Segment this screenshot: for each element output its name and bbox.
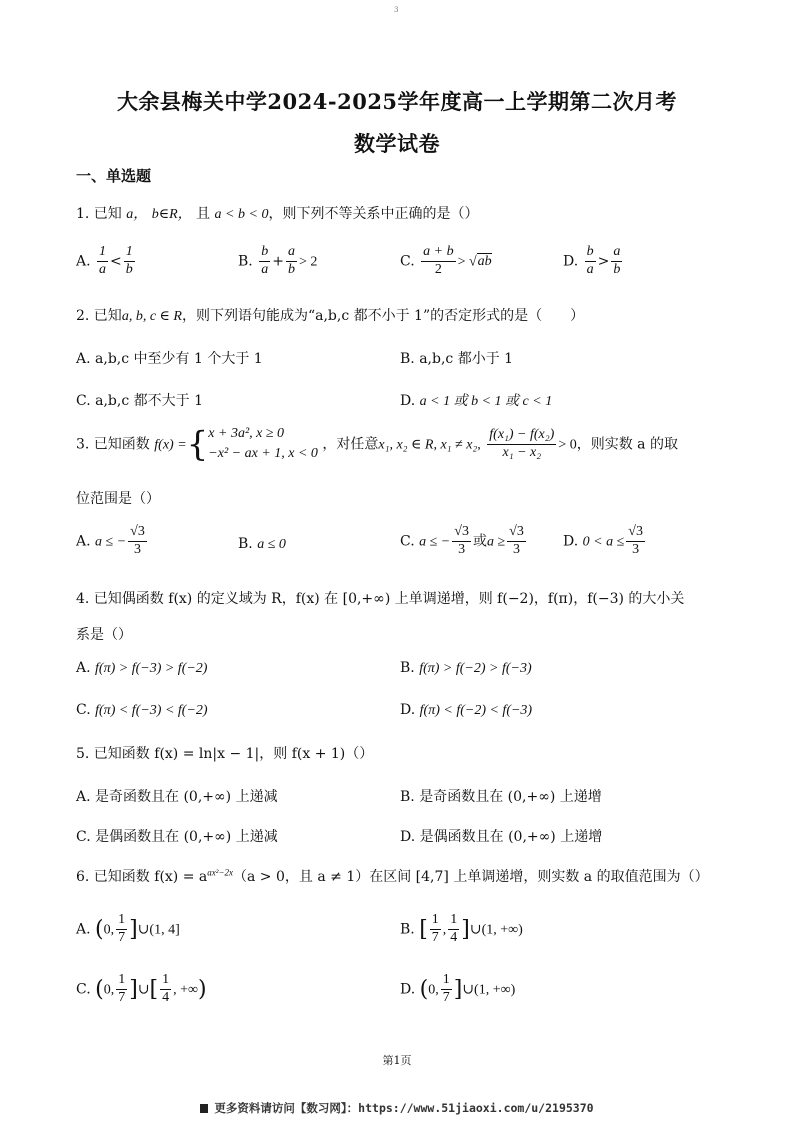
question-4-line2: 系是（）	[76, 627, 132, 643]
q1-option-d: D. $\frac{b}{a}$ > $\frac{a}{b}$	[563, 244, 621, 277]
question-3-line2: 位范围是（）	[76, 491, 160, 507]
page-mark: 3	[394, 6, 399, 14]
q3-option-b: B. a ≤ 0	[238, 536, 286, 552]
q5-option-c: C. 是偶函数且在 (0,+∞) 上递减	[76, 829, 278, 845]
q2-option-d: D. a < 1 或 b < 1 或 c < 1	[400, 393, 553, 409]
question-1: 1. 已知 a， b∈R， 且 a < b < 0，则下列不等关系中正确的是（）	[76, 206, 479, 222]
question-6: 6. 已知函数 $f(x) = a^{ax^2-2x}(a > 0$，且 a ≠ 1）在区间 [4,7] 上单调递增，则实数 a 的取值范围为（）	[76, 867, 709, 885]
q4-option-a: A. f(π) > f(−3) > f(−2)	[76, 660, 208, 676]
q1-option-b: B. $\frac{b}{a}$ + $\frac{a}{b}$ > 2	[238, 244, 318, 277]
q1-option-a: A. $\frac{1}{a}$ < $\frac{1}{b}$	[76, 244, 133, 277]
q2-option-a: A. a,b,c 中至少有 1 个大于 1	[76, 351, 263, 367]
q4-option-c: C. f(π) < f(−3) < f(−2)	[76, 702, 208, 718]
q2-option-b: B. a,b,c 都小于 1	[400, 351, 514, 367]
q5-option-a: A. 是奇函数且在 (0,+∞) 上递减	[76, 789, 278, 805]
q5-option-d: D. 是偶函数且在 (0,+∞) 上递增	[400, 829, 603, 845]
question-3: 3. 已知函数 f(x) ={x + 3a², x ≥ 0 −x² − ax + 1, x < 0 ，对任意x₁, x₂ ∈ R, x₁ ≠ x₂, $\frac{\text{f(x₁) − f(x₂)}}{\text{x₁ − x₂}}$ > 0，则实数 a 的取	[76, 424, 678, 465]
question-4: 4. 已知偶函数 f(x) 的定义域为 R，f(x) 在 [0,+∞) 上单调递增，则 f(−2)，f(π)，f(−3) 的大小关	[76, 591, 685, 607]
q6-option-a: A. (0, $\frac{1}{7}$ ]∪(1, 4]	[76, 912, 180, 945]
q2-option-c: C. a,b,c 都不大于 1	[76, 393, 203, 409]
page-number: 第1页	[382, 1054, 412, 1067]
q6-option-b: B. [ $\frac{1}{7}$ , $\frac{1}{4}$ ]∪(1, +∞)	[400, 912, 523, 945]
question-5: 5. 已知函数 f(x) = ln|x − 1|，则 f(x + 1)（）	[76, 746, 374, 762]
q3-option-c: C. a ≤ − $\frac{√3}{3}$ 或a ≥ $\frac{√3}{3}$	[400, 524, 524, 557]
q6-option-d: D. (0, $\frac{1}{7}$ ]∪(1, +∞)	[400, 972, 516, 1005]
exam-subtitle: 数学试卷	[354, 131, 440, 156]
q3-option-a: A. a ≤ − $\frac{√3}{3}$	[76, 524, 145, 557]
exam-title: 大余县梅关中学2024-2025学年度高一上学期第二次月考	[116, 89, 678, 114]
q5-option-b: B. 是奇函数且在 (0,+∞) 上递增	[400, 789, 602, 805]
q4-option-d: D. f(π) < f(−2) < f(−3)	[400, 702, 533, 718]
q4-option-b: B. f(π) > f(−2) > f(−3)	[400, 660, 532, 676]
q6-option-c: C. (0, $\frac{1}{7}$ ]∪[ $\frac{1}{4}$ , +∞)	[76, 972, 207, 1005]
q1-option-c: C. $\frac{a + b}{2}$ > √ab	[400, 244, 492, 277]
q3-option-d: D. 0 < a ≤ $\frac{√3}{3}$	[563, 524, 643, 557]
question-2: 2. 已知a, b, c ∈ R，则下列语句能成为“a,b,c 都不小于 1”的否定形式的是（ ）	[76, 308, 585, 324]
promo-text: 更多资料请访问【数习网】：https://www.51jiaoxi.com/u/2195370	[214, 1101, 594, 1115]
flag-icon	[200, 1104, 208, 1113]
section-heading: 一、单选题	[76, 167, 152, 185]
promo-link[interactable]	[0, 1100, 794, 1116]
